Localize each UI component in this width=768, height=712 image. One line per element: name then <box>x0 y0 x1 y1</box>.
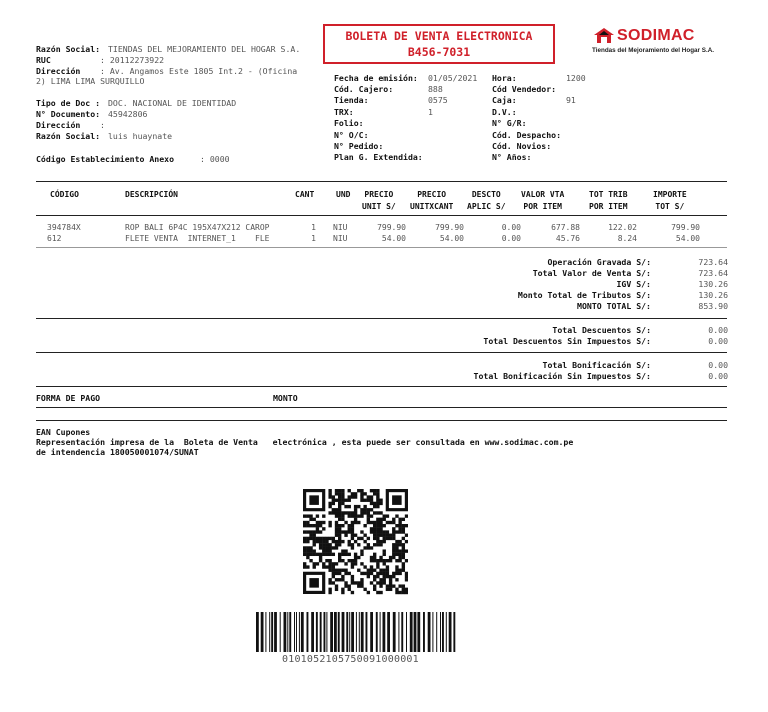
monto-total-value: 853.90 <box>698 301 728 311</box>
hora-label: Hora: <box>492 73 517 83</box>
cell-importe: 54.00 <box>675 234 700 243</box>
num-doc-label: N° Documento: <box>36 109 101 119</box>
anexo-label: Código Establecimiento Anexo <box>36 154 175 164</box>
divider <box>36 318 727 319</box>
monto-label: MONTO <box>273 393 298 403</box>
cell-und: NIU <box>333 223 348 232</box>
seller-dir-value2: 2) LIMA LIMA SURQUILLO <box>36 76 145 86</box>
total-value: 723.64 <box>698 257 728 267</box>
ean-cupones: EAN Cupones <box>36 427 91 437</box>
document-number: B456-7031 <box>407 45 471 59</box>
divider <box>36 215 727 216</box>
cell-precio-unitxcant: 799.90 <box>435 223 464 232</box>
descuento-label: Total Descuentos S/: <box>552 325 651 335</box>
cell-precio-unitxcant: 54.00 <box>439 234 464 243</box>
folio-label: Folio: <box>334 118 364 128</box>
bonificacion-value: 0.00 <box>708 371 728 381</box>
cell-precio-unit: 799.90 <box>377 223 406 232</box>
sodimac-logo <box>592 27 722 61</box>
novios-label: Cód. Novios: <box>492 141 552 151</box>
cell-valor-vta: 45.76 <box>555 234 580 243</box>
col-precio-unitxcant: PRECIO UNITXCANT <box>410 190 454 211</box>
col-importe: IMPORTE TOT S/ <box>653 190 687 211</box>
plan-label: Plan G. Extendida: <box>334 152 423 162</box>
trx-label: TRX: <box>334 107 354 117</box>
tipo-doc-label: Tipo de Doc : <box>36 98 101 108</box>
col-descto: DESCTO APLIC S/ <box>467 190 506 211</box>
vendedor-label: Cód Vendedor: <box>492 84 557 94</box>
brand-subtitle: Tiendas del Mejoramiento del Hogar S.A. <box>592 47 714 54</box>
total-value: 723.64 <box>698 268 728 278</box>
total-value: 130.26 <box>698 290 728 300</box>
num-doc-value: 45942806 <box>108 109 148 119</box>
tipo-doc-value: DOC. NACIONAL DE IDENTIDAD <box>108 98 237 108</box>
cell-importe: 799.90 <box>671 223 700 232</box>
barcode-number: 0101052105750091000001 <box>282 654 419 665</box>
trx-value: 1 <box>428 107 433 117</box>
house-icon <box>593 27 615 45</box>
customer-dir-value: : <box>100 120 105 130</box>
bonificacion-label: Total Bonificación S/: <box>542 360 651 370</box>
footer-line1: Representación impresa de la Boleta de Venta electrónica , esta puede ser consultada en www.sodimac.com.pe <box>36 437 574 447</box>
hora-value: 1200 <box>566 73 586 83</box>
seller-ruc-value: : 20112273922 <box>100 55 165 65</box>
qr-code <box>303 489 408 595</box>
col-cant: CANT <box>295 190 315 199</box>
divider <box>36 407 727 408</box>
pedido-label: N° Pedido: <box>334 141 384 151</box>
total-label: IGV S/: <box>616 279 651 289</box>
fecha-label: Fecha de emisión: <box>334 73 418 83</box>
cell-codigo: 612 <box>47 234 62 243</box>
bonificacion-label: Total Bonificación Sin Impuestos S/: <box>473 371 651 381</box>
forma-pago-label: FORMA DE PAGO <box>36 393 101 403</box>
col-und: UND <box>336 190 351 199</box>
divider <box>36 386 727 387</box>
tienda-label: Tienda: <box>334 95 369 105</box>
col-descripcion: DESCRIPCIÓN <box>125 190 178 199</box>
total-label: Total Valor de Venta S/: <box>532 268 651 278</box>
total-label: Monto Total de Tributos S/: <box>517 290 651 300</box>
cajero-value: 888 <box>428 84 443 94</box>
cell-descripcion: FLETE VENTA INTERNET_1 FLE <box>125 234 270 243</box>
gr-label: N° G/R: <box>492 118 527 128</box>
cell-valor-vta: 677.88 <box>551 223 580 232</box>
cell-descto: 0.00 <box>501 223 521 232</box>
cell-descripcion: ROP BALI 6P4C 195X47X212 CAROP <box>125 223 270 232</box>
seller-razon-value: TIENDAS DEL MEJORAMIENTO DEL HOGAR S.A. <box>108 44 301 54</box>
customer-razon-label: Razón Social: <box>36 131 101 141</box>
footer-line2: de intendencia 180050001074/SUNAT <box>36 447 199 457</box>
barcode <box>256 612 456 652</box>
col-codigo: CÓDIGO <box>50 190 79 199</box>
descuento-value: 0.00 <box>708 325 728 335</box>
caja-value: 91 <box>566 95 576 105</box>
monto-total-label: MONTO TOTAL S/: <box>577 301 651 311</box>
document-title-box <box>323 24 555 64</box>
divider <box>36 247 727 248</box>
total-label: Operación Gravada S/: <box>547 257 651 267</box>
caja-label: Caja: <box>492 95 517 105</box>
despacho-label: Cód. Despacho: <box>492 130 562 140</box>
anios-label: N° Años: <box>492 152 532 162</box>
seller-dir-value: : Av. Angamos Este 1805 Int.2 - (Oficina <box>100 66 298 76</box>
descuento-value: 0.00 <box>708 336 728 346</box>
anexo-value: : 0000 <box>200 154 230 164</box>
customer-razon-value: luis huaynate <box>108 131 173 141</box>
customer-dir-label: Dirección <box>36 120 81 130</box>
cell-cant: 1 <box>311 223 316 232</box>
divider <box>36 352 727 353</box>
oc-label: N° O/C: <box>334 130 369 140</box>
tienda-value: 0575 <box>428 95 448 105</box>
document-title: BOLETA DE VENTA ELECTRONICA <box>345 29 533 43</box>
cajero-label: Cód. Cajero: <box>334 84 394 94</box>
col-precio-unit: PRECIO UNIT S/ <box>362 190 396 211</box>
total-value: 130.26 <box>698 279 728 289</box>
col-tot-trib: TOT TRIB POR ITEM <box>589 190 628 211</box>
cell-descto: 0.00 <box>501 234 521 243</box>
seller-razon-label: Razón Social: <box>36 44 101 54</box>
col-valor-vta: VALOR VTA POR ITEM <box>521 190 565 211</box>
dv-label: D.V.: <box>492 107 517 117</box>
brand-name: SODIMAC <box>617 27 695 44</box>
bonificacion-value: 0.00 <box>708 360 728 370</box>
divider <box>36 420 727 421</box>
divider <box>36 181 727 182</box>
cell-cant: 1 <box>311 234 316 243</box>
fecha-value: 01/05/2021 <box>428 73 478 83</box>
descuento-label: Total Descuentos Sin Impuestos S/: <box>483 336 651 346</box>
cell-codigo: 394784X <box>47 223 81 232</box>
cell-tot-trib: 8.24 <box>617 234 637 243</box>
cell-tot-trib: 122.02 <box>608 223 637 232</box>
seller-dir-label: Dirección <box>36 66 81 76</box>
cell-precio-unit: 54.00 <box>381 234 406 243</box>
seller-ruc-label: RUC <box>36 55 51 65</box>
cell-und: NIU <box>333 234 348 243</box>
